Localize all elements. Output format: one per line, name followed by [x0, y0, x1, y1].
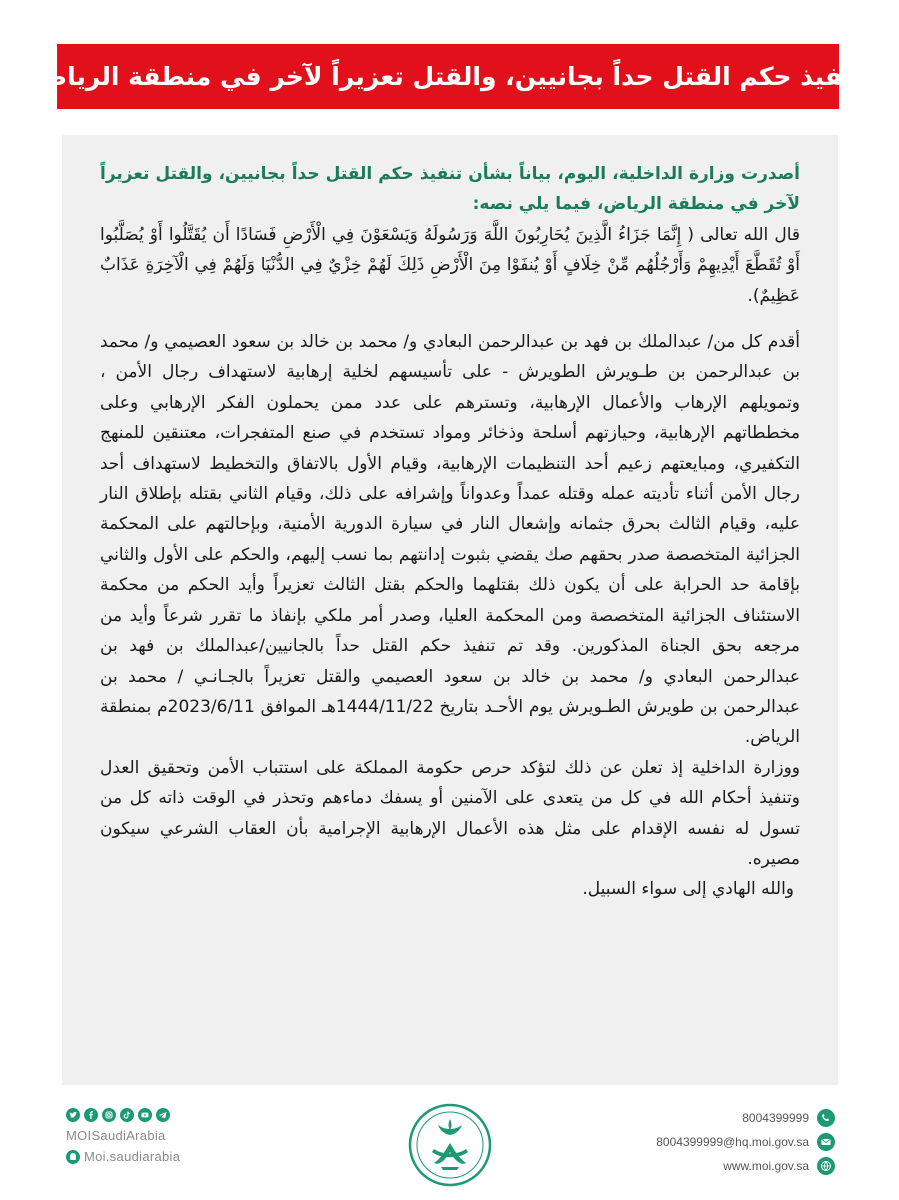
paragraph-gap: [100, 311, 800, 327]
email-row: [575, 1130, 835, 1154]
statement-panel: [62, 135, 838, 1085]
email-address[interactable]: 8004399999@hq.moi.gov.sa: [656, 1135, 809, 1149]
youtube-icon[interactable]: [138, 1108, 152, 1122]
website-url[interactable]: www.moi.gov.sa: [723, 1159, 809, 1173]
footer: [0, 1090, 899, 1200]
statement-intro: أصدرت وزارة الداخلية، اليوم، بياناً بشأن تنفيذ حكم القتل حداً بجانيين، والقتل تعزيراً لآخر في منطقة الرياض، فيما يلي نصه:: [100, 164, 800, 215]
email-icon: [817, 1133, 835, 1151]
website-row: [575, 1154, 835, 1178]
contact-block: [575, 1106, 835, 1178]
instagram-icon[interactable]: [102, 1108, 116, 1122]
tiktok-icon[interactable]: [120, 1108, 134, 1122]
social-icons-row: [66, 1108, 296, 1122]
snapchat-handle[interactable]: Moi.saudiarabia: [84, 1149, 181, 1164]
quran-verse: قال الله تعالى ( إِنَّمَا جَزَاءُ الَّذِينَ يُحَارِبُونَ اللَّهَ وَرَسُولَهُ وَيَسْعَوْنَ فِي الْأَرْضِ فَسَادًا أَن يُقَتَّلُوا أَوْ يُصَلَّبُوا أَوْ تُقَطَّعَ أَيْدِيهِمْ وَأَرْجُلُهُم مِّنْ خِلَافٍ أَوْ يُنفَوْا مِنَ الْأَرْضِ ذَلِكَ لَهُمْ خِزْيٌ فِي الدُّنْيَا وَلَهُمْ فِي الْآخِرَةِ عَذَابٌ عَظِيمٌ).: [100, 224, 800, 306]
globe-icon: [817, 1157, 835, 1175]
phone-row: [575, 1106, 835, 1130]
saudi-emblem-icon: [408, 1103, 492, 1187]
statement-closing: والله الهادي إلى سواء السبيل.: [582, 879, 794, 900]
facebook-icon[interactable]: [84, 1108, 98, 1122]
social-handle[interactable]: MOISaudiArabia: [66, 1128, 166, 1143]
twitter-icon[interactable]: [66, 1108, 80, 1122]
social-handle-row: [66, 1128, 296, 1143]
social-block: [66, 1108, 296, 1164]
telegram-icon[interactable]: [156, 1108, 170, 1122]
statement-body: أقدم كل من/ عبدالملك بن فهد بن عبدالرحمن البعادي و/ محمد بن خالد بن سعود العصيمي و/ محمد بن عبدالرحمن بن طـويرش الطويرش - على تأسيسهم لخلية إرهابية لاستهداف رجال الأمن ، وتمويلهم الإرهاب والأعمال الإرهابية، وتسترهم على عدد ممن يحملون الفكر الإرهابي وعلى مخططاتهم الإرهابية، وحيازتهم أسلحة وذخائر ومواد تستخدم في صنع المتفجرات، معتنقين للمنهج التكفيري، ومبايعتهم زعيم أحد التنظيمات الإرهابية، وقيام الأول بالاتفاق والتخطيط لاستهداف أحد رجال الأمن أثناء تأديته عمله وقتله عمداً وعدواناً وإشرافه على ذلك، وقيام الثاني بقتله بإطلاق النار عليه، وقيام الثالث بحرق جثمانه وإشعال النار في سيارة الدورية الأمنية، وبإحالتهم على المحكمة الجزائية المتخصصة صدر بحقهم صك يقضي بثبوت إدانتهم بما نسب إليهم، والحكم على الأول والثاني بإقامة حد الحرابة على أن يكون ذلك بقتلهما والحكم بقتل الثالث تعزيراً وأيد الحكم من محكمة الاستئناف الجزائية المتخصصة ومن المحكمة العليا، وصدر أمر ملكي بإنفاذ ما تقرر شرعاً وأيد من مرجعه بحق الجناة المذكورين. وقد تم تنفيذ حكم القتل حداً بالجانيين/عبدالملك بن فهد بن عبدالرحمن البعادي و/ محمد بن خالد بن سعود العصيمي والقتل تعزيراً بالجـانـي / محمد بن عبدالرحمن بن طويرش الطـويرش يوم الأحـد بتاريخ 1444/11/22هـ الموافق 2023/6/11م بمنطقة الرياض.: [100, 332, 801, 748]
snapchat-row: [66, 1149, 296, 1164]
headline-title: تنفيذ حكم القتل حداً بجانيين، والقتل تعزيراً لآخر في منطقة الرياض: [33, 62, 863, 91]
snapchat-icon[interactable]: [66, 1150, 80, 1164]
headline-banner: [33, 44, 863, 109]
phone-number[interactable]: 8004399999: [742, 1111, 809, 1125]
statement-conclusion: ووزارة الداخلية إذ تعلن عن ذلك لتؤكد حرص حكومة المملكة على استتباب الأمن وتحقيق العدل وتنفيذ أحكام الله في كل من يتعدى على الآمنين أو يسفك دماءهم وتحذر في الوقت ذاته كل من تسول له نفسه الإقدام على مثل هذه الأعمال الإرهابية الإجرامية بأن العقاب الشرعي سيكون مصيره.: [100, 757, 800, 869]
phone-icon: [817, 1109, 835, 1127]
